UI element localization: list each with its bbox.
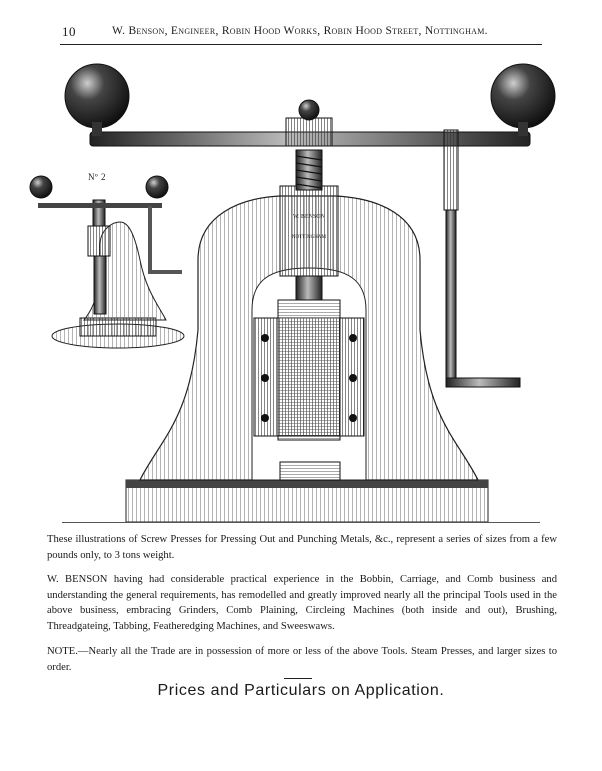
- small-press-label: Nº 2: [88, 172, 107, 182]
- short-divider: [284, 678, 312, 679]
- paragraph-screw-presses: These illustrations of Screw Presses for Pressing Out and Punching Metals, &c., represent a series of sizes from a few pounds only, to 3 tons weight.: [47, 534, 557, 561]
- paragraph-benson-experience: W. BENSON having had considerable practical experience in the Bobbin, Carriage, and Comb business and understanding the general requirements, has remodelled and greatly improved nearly all the principal Tools used in the above business, embracing Grinders, Comb Plaining, Circleing Machines (both inside and out), Brushing, Threadgateing, Tabbing, Featheredging Machines, and Sweeswaws.: [47, 574, 557, 632]
- prices-line: Prices and Particulars on Application.: [157, 682, 445, 699]
- header-rule: [60, 44, 542, 45]
- nameplate-line2: NOTTINGHAM: [292, 235, 326, 240]
- page-number: 10: [62, 24, 76, 39]
- illustration-rule: [62, 522, 540, 523]
- nameplate-line1: W. BENSON: [292, 214, 326, 220]
- screw-press-engraving: [0, 50, 602, 525]
- small-press-no2: [30, 176, 184, 348]
- running-head: W. Benson, Engineer, Robin Hood Works, Robin Hood Street, Nottingham.: [112, 25, 488, 37]
- paragraph-note: NOTE.—Nearly all the Trade are in possession of more or less of the above Tools. Steam Presses, and larger sizes to order.: [47, 646, 557, 673]
